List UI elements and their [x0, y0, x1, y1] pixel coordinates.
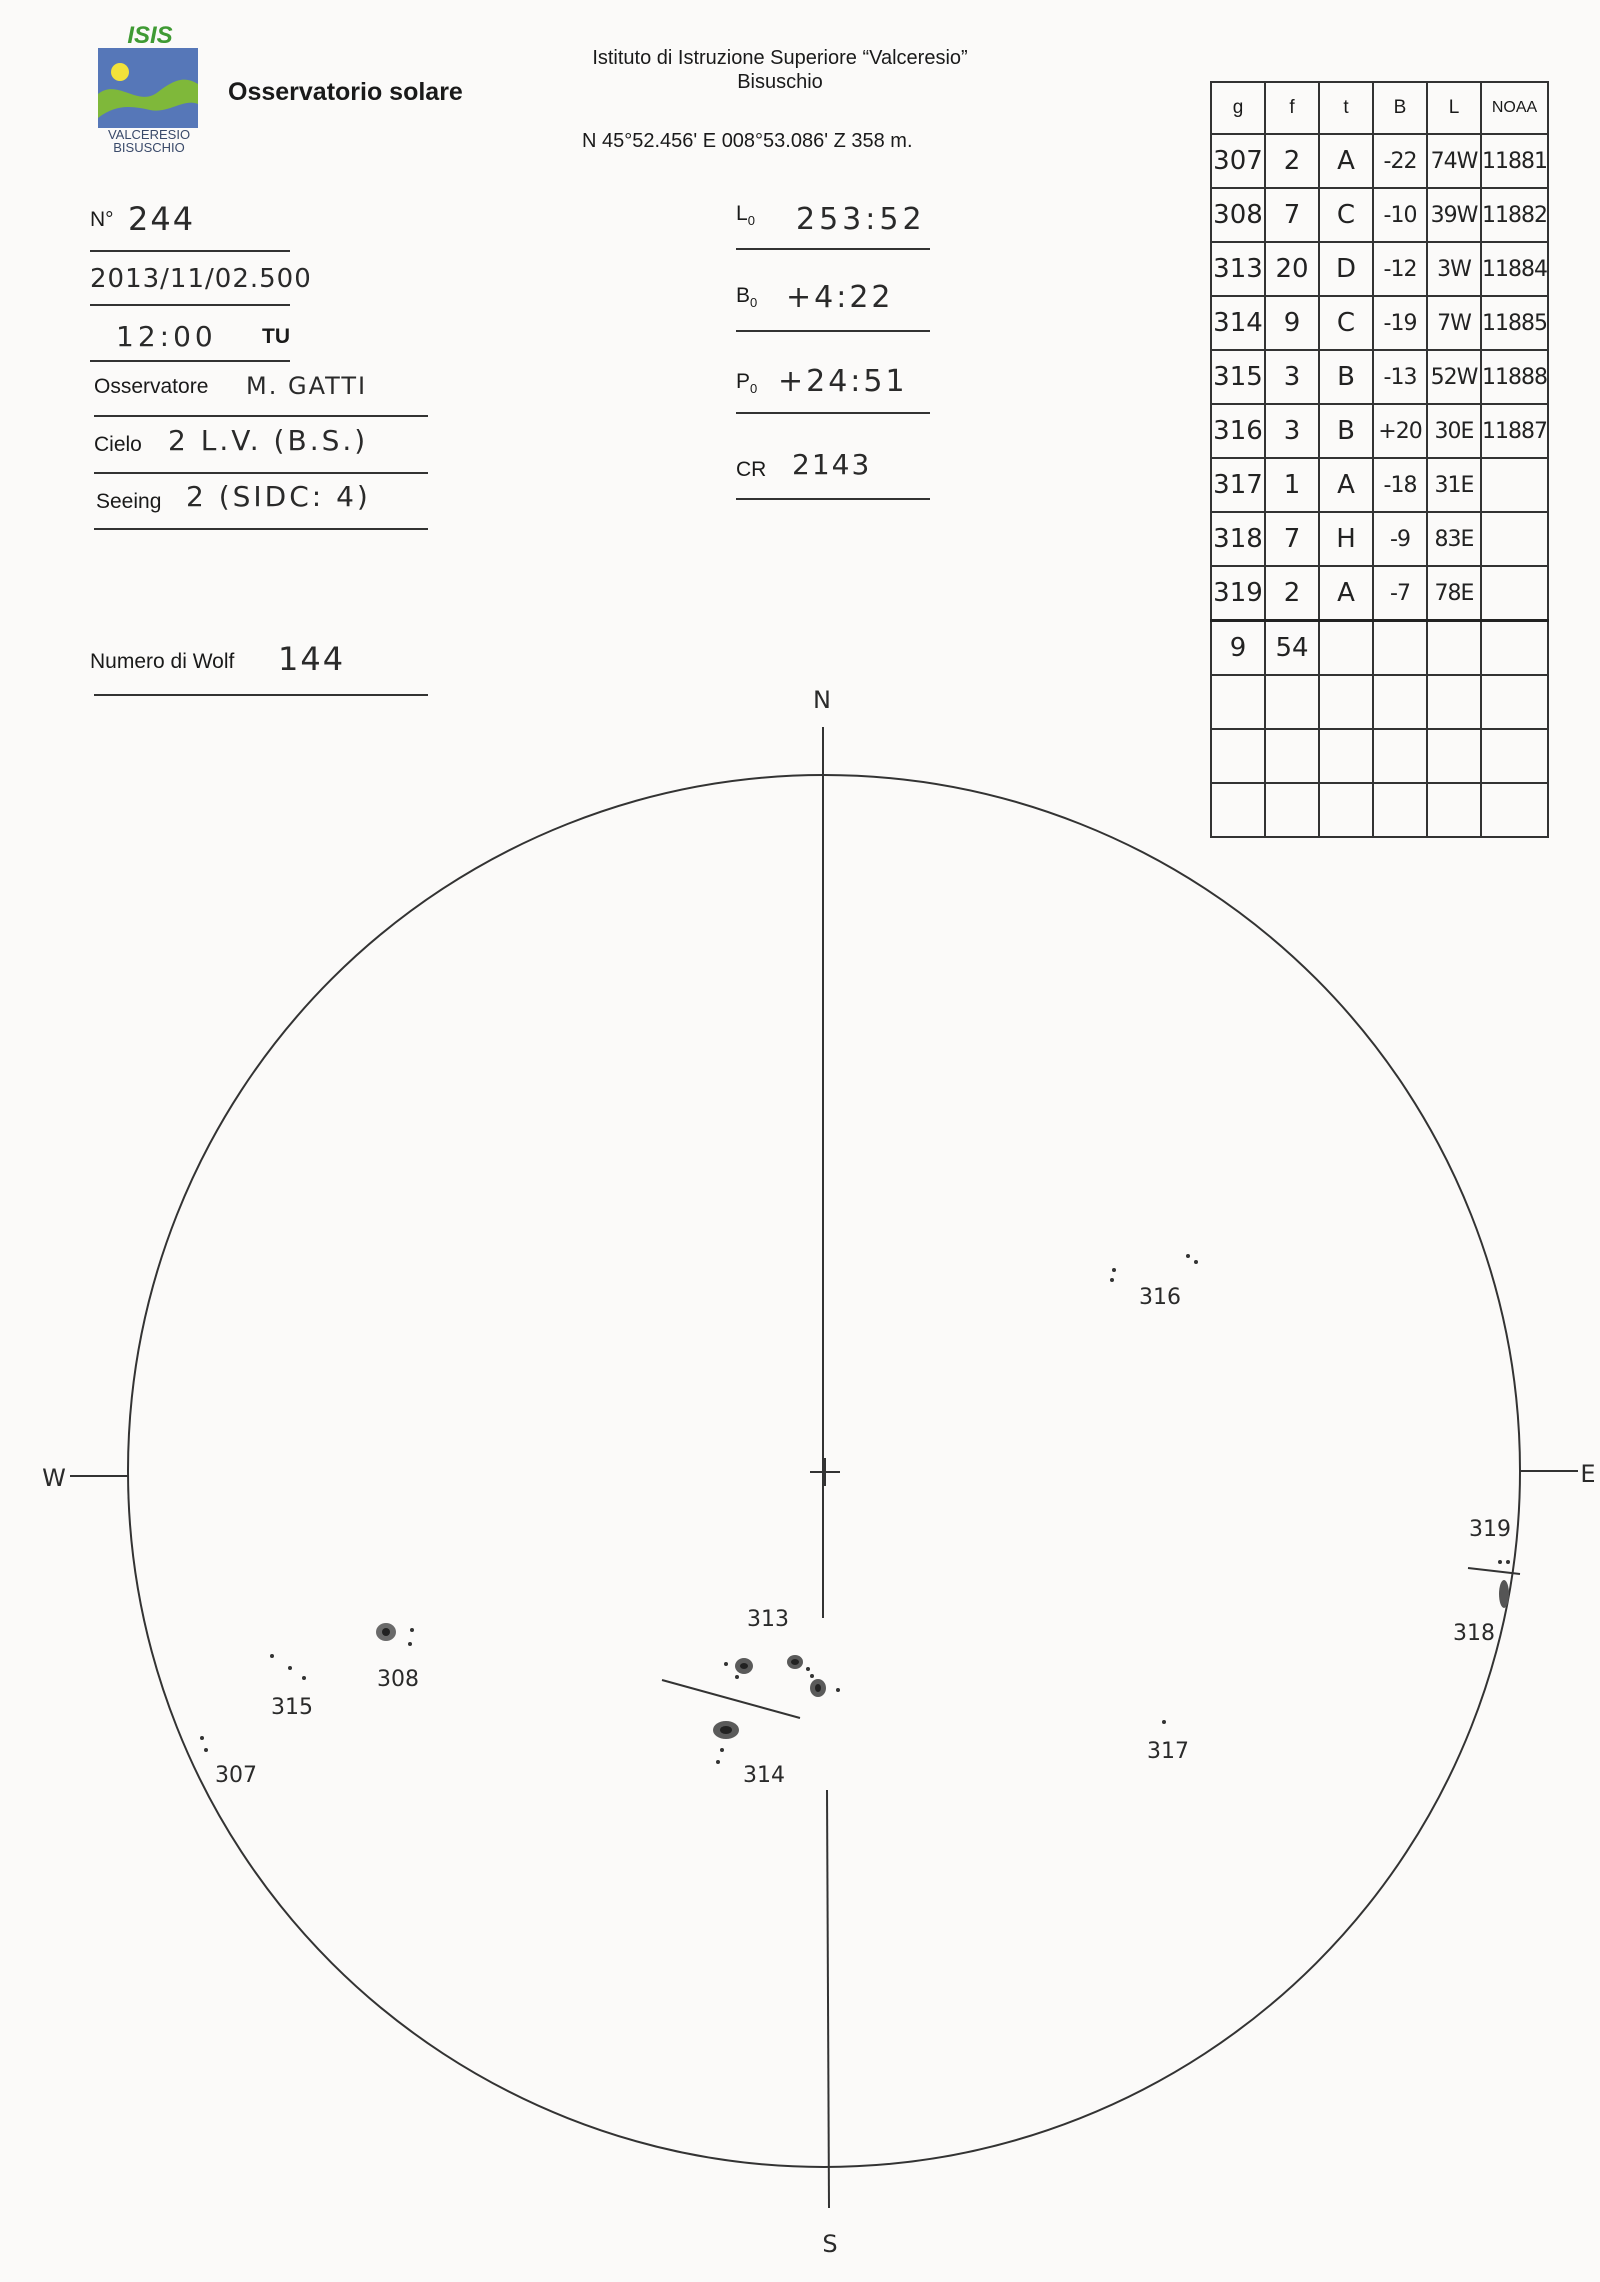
observer-label: Osservatore	[94, 375, 209, 398]
col-header-f: f	[1265, 82, 1319, 134]
cr-label: CR	[736, 458, 767, 481]
cr-value: 2143	[792, 448, 872, 481]
col-header-t: t	[1319, 82, 1373, 134]
cell-l: 83E	[1427, 512, 1481, 566]
cell-b: -22	[1373, 134, 1427, 188]
cell-g: 308	[1211, 188, 1265, 242]
cell-t: A	[1319, 458, 1373, 512]
cell-l: 31E	[1427, 458, 1481, 512]
col-header-noaa: NOAA	[1481, 82, 1548, 134]
cell-b: -13	[1373, 350, 1427, 404]
group-label-315: 315	[271, 1695, 313, 1720]
spot-group-313	[662, 1607, 840, 1718]
p0-value: +24:51	[778, 364, 908, 399]
cell-t: B	[1319, 350, 1373, 404]
cell-f: 3	[1265, 350, 1319, 404]
cell-f: 20	[1265, 242, 1319, 296]
group-label-316: 316	[1139, 1285, 1181, 1310]
south-axis-line	[827, 1790, 829, 2208]
cell-l: 52W	[1427, 350, 1481, 404]
wolf-number-value: 144	[278, 640, 346, 678]
cell-noaa: 11881	[1481, 134, 1548, 188]
cell-t: H	[1319, 512, 1373, 566]
total-f: 54	[1265, 621, 1319, 676]
cell-g: 316	[1211, 404, 1265, 458]
time-value: 12:00	[116, 320, 217, 353]
b0-value: +4:22	[786, 280, 894, 315]
cell-f: 7	[1265, 512, 1319, 566]
south-label: S	[822, 2230, 838, 2258]
p0-label: $P_0$	[736, 370, 758, 397]
cell-f: 7	[1265, 188, 1319, 242]
spot-group-314	[713, 1721, 785, 1788]
cell-l: 78E	[1427, 566, 1481, 621]
cell-t: B	[1319, 404, 1373, 458]
seeing-label: Seeing	[96, 490, 162, 513]
cell-t: C	[1319, 188, 1373, 242]
cell-l: 39W	[1427, 188, 1481, 242]
record-number-value: 244	[128, 200, 196, 238]
logo-caption-line2: BISUSCHIO	[113, 140, 185, 155]
cell-b: -7	[1373, 566, 1427, 621]
cell-g: 307	[1211, 134, 1265, 188]
cell-g: 313	[1211, 242, 1265, 296]
cell-noaa: 11884	[1481, 242, 1548, 296]
cell-noaa: 11887	[1481, 404, 1548, 458]
b0-label: $B_0$	[736, 284, 758, 311]
spot-group-307	[200, 1736, 257, 1788]
cell-t: D	[1319, 242, 1373, 296]
cell-l: 30E	[1427, 404, 1481, 458]
school-name: Istituto di Istruzione Superiore “Valceresio”	[592, 47, 968, 69]
spot-group-317	[1147, 1720, 1189, 1764]
school-town: Bisuschio	[737, 71, 823, 93]
seeing-value: 2 (SIDC: 4)	[186, 480, 371, 513]
date-value: 2013/11/02.500	[90, 264, 312, 294]
wolf-number-label: Numero di Wolf	[90, 650, 235, 673]
sky-value: 2 L.V. (B.S.)	[168, 424, 369, 457]
cell-f: 2	[1265, 134, 1319, 188]
group-label-319: 319	[1469, 1517, 1511, 1542]
cell-g: 315	[1211, 350, 1265, 404]
cell-l: 3W	[1427, 242, 1481, 296]
cell-l: 74W	[1427, 134, 1481, 188]
west-label: W	[42, 1464, 66, 1492]
cell-b: -18	[1373, 458, 1427, 512]
cell-t: A	[1319, 134, 1373, 188]
north-label: N	[813, 686, 831, 714]
spot-group-316	[1110, 1254, 1198, 1310]
record-number-label: N°	[90, 208, 114, 231]
l0-value: 253:52	[796, 202, 926, 237]
cell-f: 3	[1265, 404, 1319, 458]
group-label-314: 314	[743, 1763, 785, 1788]
observatory-coordinates: N 45°52.456' E 008°53.086' Z 358 m.	[582, 130, 913, 152]
cell-noaa: 11882	[1481, 188, 1548, 242]
cell-f: 1	[1265, 458, 1319, 512]
cell-t: C	[1319, 296, 1373, 350]
group-label-317: 317	[1147, 1739, 1189, 1764]
cell-f: 2	[1265, 566, 1319, 621]
group-label-307: 307	[215, 1763, 257, 1788]
cell-t: A	[1319, 566, 1373, 621]
cell-b: +20	[1373, 404, 1427, 458]
cell-b: -9	[1373, 512, 1427, 566]
spot-group-308	[376, 1623, 419, 1692]
cell-l: 7W	[1427, 296, 1481, 350]
group-label-318: 318	[1453, 1621, 1495, 1646]
col-header-l: L	[1427, 82, 1481, 134]
cell-g: 314	[1211, 296, 1265, 350]
col-header-g: g	[1211, 82, 1265, 134]
time-unit-label: TU	[262, 325, 290, 348]
group-label-313: 313	[747, 1607, 789, 1632]
group-label-308: 308	[377, 1667, 419, 1692]
cell-g: 317	[1211, 458, 1265, 512]
cell-noaa: 11885	[1481, 296, 1548, 350]
col-header-b: B	[1373, 82, 1427, 134]
sky-label: Cielo	[94, 433, 142, 456]
observer-value: M. GATTI	[246, 372, 368, 400]
l0-label: $L_0$	[736, 202, 755, 229]
spot-group-315	[270, 1654, 313, 1720]
cell-b: -10	[1373, 188, 1427, 242]
cell-g: 318	[1211, 512, 1265, 566]
spot-group-319	[1468, 1517, 1520, 1574]
cell-b: -19	[1373, 296, 1427, 350]
logo-wordmark-text: ISIS	[127, 22, 173, 48]
cell-noaa: 11888	[1481, 350, 1548, 404]
east-label: E	[1580, 1460, 1596, 1488]
total-g: 9	[1211, 621, 1265, 676]
cell-f: 9	[1265, 296, 1319, 350]
page-title: Osservatorio solare	[228, 78, 463, 106]
logo-caption-line1: VALCERESIO	[107, 127, 191, 142]
cell-b: -12	[1373, 242, 1427, 296]
cell-g: 319	[1211, 566, 1265, 621]
